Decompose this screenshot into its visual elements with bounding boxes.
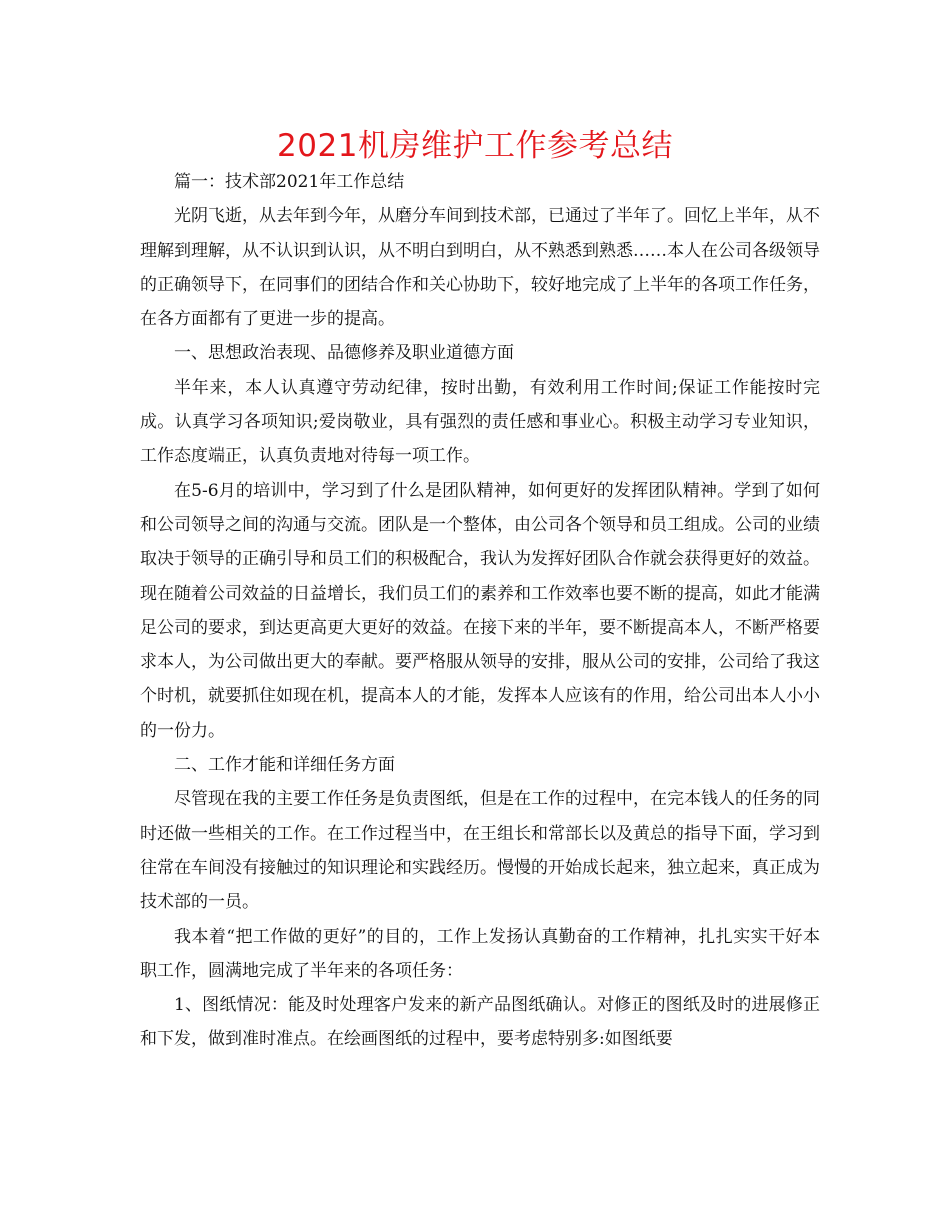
document-body <box>140 165 820 1057</box>
section-heading: 二、工作才能和详细任务方面 <box>174 755 395 776</box>
section-heading: 一、思想政治表现、品德修养及职业道德方面 <box>174 343 514 364</box>
paragraph: 半年来，本人认真遵守劳动纪律，按时出勤，有效利用工作时间;保证工作能按时完成。认真学习各项知识;爱岗敬业，具有强烈的责任感和事业心。积极主动学习专业知识，工作态度端正，认真负责地对待每一项工作。 <box>140 377 820 467</box>
document-title: 2021机房维护工作参考总结 <box>277 128 673 164</box>
paragraph: 我本着“把工作做的更好”的目的，工作上发扬认真勤奋的工作精神，扎扎实实干好本职工作，圆满地完成了半年来的各项任务： <box>140 926 820 981</box>
paragraph: 光阴飞逝，从去年到今年，从磨分车间到技术部，已通过了半年了。回忆上半年，从不理解到理解，从不认识到认识，从不明白到明白，从不熟悉到熟悉……本人在公司各级领导的正确领导下，在同事们的团结合作和关心协助下，较好地完成了上半年的各项工作任务，在各方面都有了更进一步的提高。 <box>140 206 820 330</box>
paragraph: 1、图纸情况：能及时处理客户发来的新产品图纸确认。对修正的图纸及时的进展修正和下发，做到准时准点。在绘画图纸的过程中，要考虑特别多:如图纸要 <box>140 995 820 1050</box>
paragraph: 尽管现在我的主要工作任务是负责图纸，但是在工作的过程中，在完本钱人的任务的同时还做一些相关的工作。在工作过程当中，在王组长和常部长以及黄总的指导下面，学习到往常在车间没有接触过的知识理论和实践经历。慢慢的开始成长起来，独立起来，真正成为技术部的一员。 <box>140 789 820 913</box>
section-heading: 篇一：技术部2021年工作总结 <box>174 172 405 192</box>
paragraph: 在5-6月的培训中，学习到了什么是团队精神，如何更好的发挥团队精神。学到了如何和公司领导之间的沟通与交流。团队是一个整体，由公司各个领导和员工组成。公司的业绩取决于领导的正确引导和员工们的积极配合，我认为发挥好团队合作就会获得更好的效益。现在随着公司效益的日益增长，我们员工们的素养和工作效率也要不断的提高，如此才能满足公司的要求，到达更高更大更好的效益。在接下来的半年，要不断提高本人，不断严格要求本人，为公司做出更大的奉献。要严格服从领导的安排，服从公司的安排，公司给了我这个时机，就要抓住如现在机，提高本人的才能，发挥本人应该有的作用，给公司出本人小小的一份力。 <box>140 480 820 741</box>
